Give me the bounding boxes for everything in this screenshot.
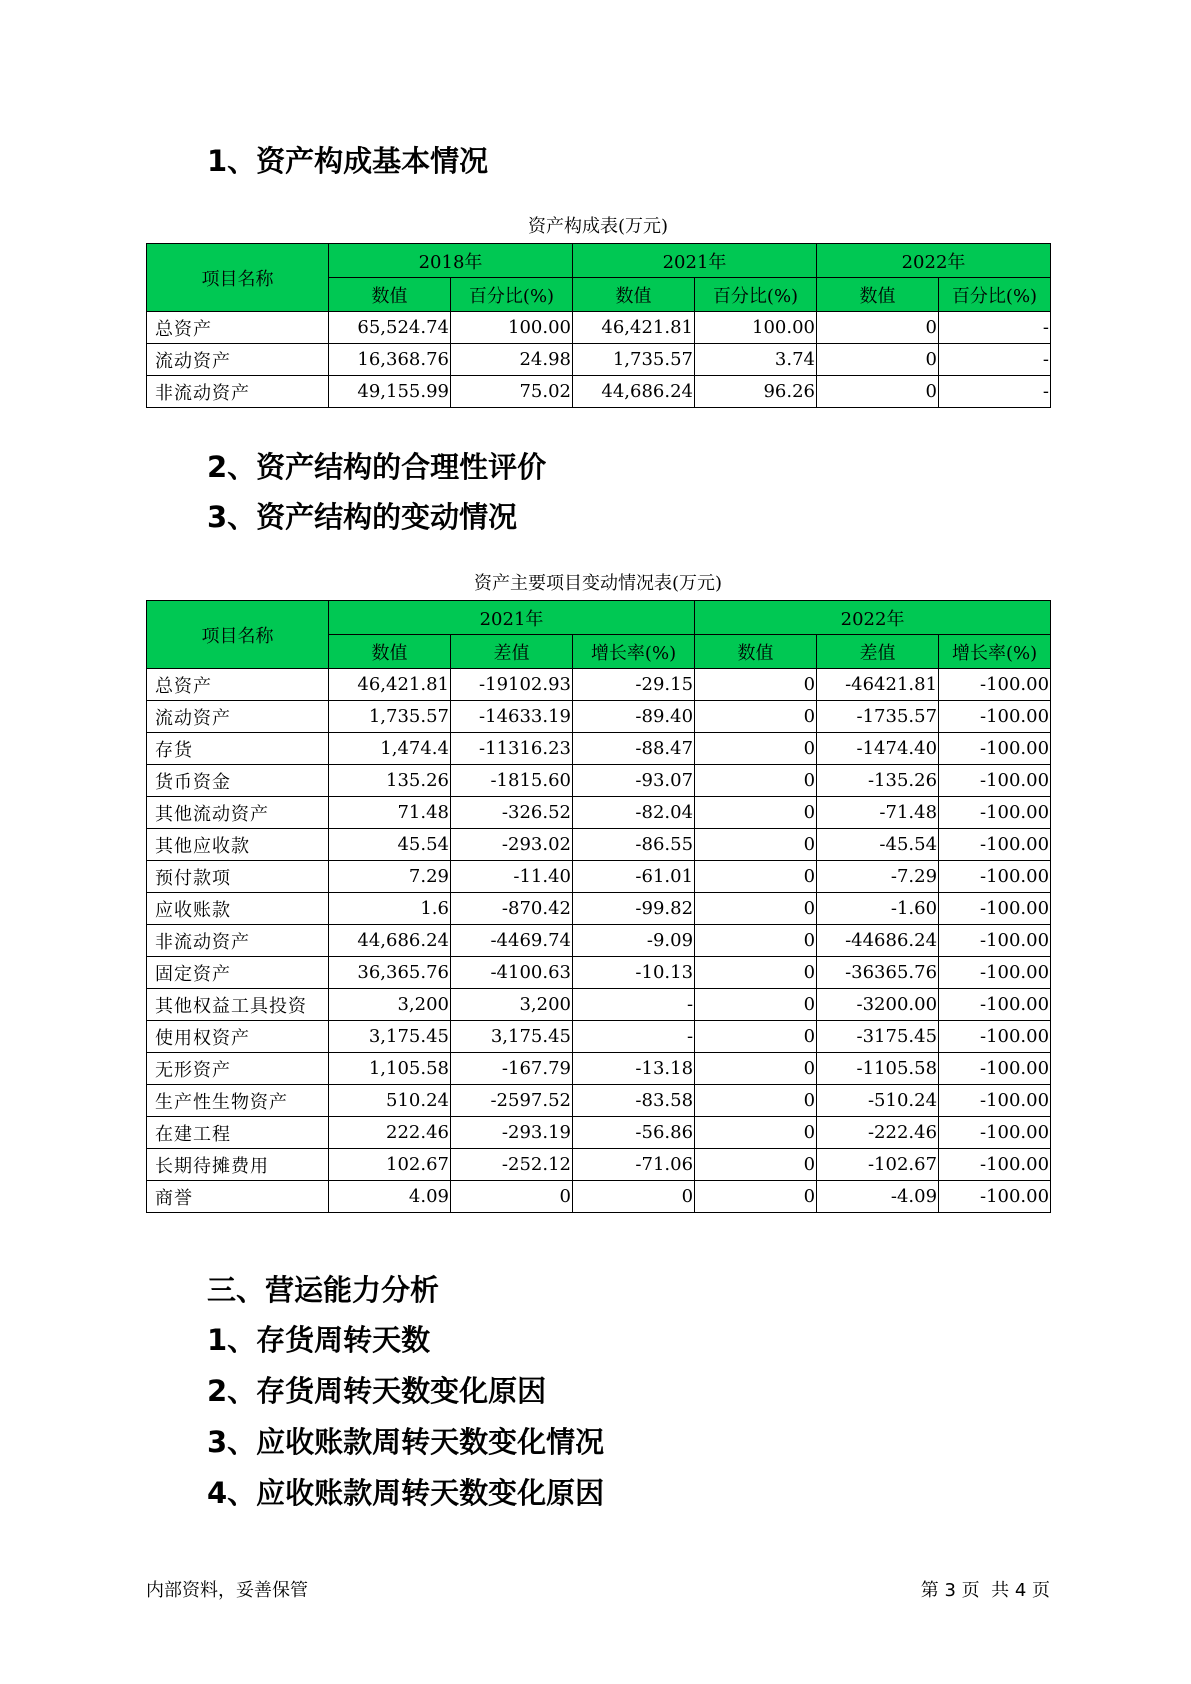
- row-label: 货币资金: [147, 765, 329, 797]
- table-cell: -100.00: [939, 669, 1051, 701]
- table-cell: -3175.45: [817, 1021, 939, 1053]
- footer-confidential-note: 内部资料，妥善保管: [146, 1580, 308, 1601]
- table-cell: 0: [695, 669, 817, 701]
- table-cell: 3,175.45: [451, 1021, 573, 1053]
- table-cell: -293.02: [451, 829, 573, 861]
- table-cell: 46,421.81: [329, 669, 451, 701]
- table1-caption: 资产构成表(万元): [527, 216, 669, 237]
- table-cell: 3,200: [329, 989, 451, 1021]
- heading-inventory-turnover-days: 1、存货周转天数: [207, 1323, 431, 1357]
- table-cell: 0: [695, 765, 817, 797]
- table-cell: -100.00: [939, 1021, 1051, 1053]
- row-label: 流动资产: [147, 701, 329, 733]
- table-cell: 0: [695, 1085, 817, 1117]
- table-cell: -100.00: [939, 1149, 1051, 1181]
- table-row: [147, 344, 1051, 376]
- table-cell: -56.86: [573, 1117, 695, 1149]
- column-header: 数值: [329, 635, 451, 669]
- heading-structure-evaluation: 2、资产结构的合理性评价: [207, 450, 547, 484]
- column-header: 百分比(%): [451, 278, 573, 312]
- table-cell: 135.26: [329, 765, 451, 797]
- table-row: [147, 669, 1051, 701]
- table-row: [147, 1053, 1051, 1085]
- table-row: [147, 765, 1051, 797]
- column-header: 百分比(%): [695, 278, 817, 312]
- table-cell: -100.00: [939, 925, 1051, 957]
- table-cell: 1.6: [329, 893, 451, 925]
- table-row: [147, 893, 1051, 925]
- table-cell: 222.46: [329, 1117, 451, 1149]
- table-cell: -4100.63: [451, 957, 573, 989]
- table-cell: -93.07: [573, 765, 695, 797]
- row-label: 总资产: [147, 669, 329, 701]
- row-label: 其他流动资产: [147, 797, 329, 829]
- table-cell: 0: [695, 797, 817, 829]
- row-label: 商誉: [147, 1181, 329, 1213]
- table-cell: 49,155.99: [329, 376, 451, 408]
- item-name-header: 项目名称: [147, 601, 329, 669]
- table-cell: -135.26: [817, 765, 939, 797]
- table-cell: -: [573, 1021, 695, 1053]
- column-header: 数值: [817, 278, 939, 312]
- table-cell: -167.79: [451, 1053, 573, 1085]
- asset-composition-table: [146, 243, 1051, 408]
- table-cell: 0: [817, 344, 939, 376]
- table-cell: 0: [817, 376, 939, 408]
- table-cell: 100.00: [451, 312, 573, 344]
- table-cell: 1,735.57: [573, 344, 695, 376]
- table-cell: -88.47: [573, 733, 695, 765]
- table-cell: -1735.57: [817, 701, 939, 733]
- column-header: 差值: [451, 635, 573, 669]
- table-cell: 75.02: [451, 376, 573, 408]
- table-cell: -82.04: [573, 797, 695, 829]
- row-label: 长期待摊费用: [147, 1149, 329, 1181]
- table-cell: -19102.93: [451, 669, 573, 701]
- table-row: [147, 957, 1051, 989]
- table-cell: 3.74: [695, 344, 817, 376]
- table-cell: -4469.74: [451, 925, 573, 957]
- row-label: 应收账款: [147, 893, 329, 925]
- row-label: 其他应收款: [147, 829, 329, 861]
- table-cell: 0: [573, 1181, 695, 1213]
- row-label: 总资产: [147, 312, 329, 344]
- table-cell: -71.48: [817, 797, 939, 829]
- table-row: [147, 1021, 1051, 1053]
- table-cell: 0: [695, 1021, 817, 1053]
- table-cell: -100.00: [939, 989, 1051, 1021]
- item-name-header: 项目名称: [147, 244, 329, 312]
- table-cell: -1815.60: [451, 765, 573, 797]
- table-cell: -: [939, 344, 1051, 376]
- table-row: [147, 701, 1051, 733]
- table-cell: -1.60: [817, 893, 939, 925]
- table-cell: -100.00: [939, 765, 1051, 797]
- table-cell: -71.06: [573, 1149, 695, 1181]
- table-cell: 0: [695, 829, 817, 861]
- year-header: 2018年: [329, 244, 573, 278]
- row-label: 存货: [147, 733, 329, 765]
- table-cell: -100.00: [939, 1117, 1051, 1149]
- column-header: 数值: [573, 278, 695, 312]
- table-cell: -: [939, 376, 1051, 408]
- row-label: 生产性生物资产: [147, 1085, 329, 1117]
- table-row: [147, 925, 1051, 957]
- table-cell: -44686.24: [817, 925, 939, 957]
- year-header: 2022年: [695, 601, 1051, 635]
- table2-caption: 资产主要项目变动情况表(万元): [473, 573, 723, 594]
- table-cell: -293.19: [451, 1117, 573, 1149]
- table-row: [147, 1085, 1051, 1117]
- table-cell: 0: [695, 1053, 817, 1085]
- column-header: 差值: [817, 635, 939, 669]
- table-cell: -1474.40: [817, 733, 939, 765]
- table-cell: -100.00: [939, 861, 1051, 893]
- table-cell: -29.15: [573, 669, 695, 701]
- table-row: [147, 797, 1051, 829]
- footer-page-number: 第 3 页 共 4 页: [920, 1580, 1050, 1601]
- table-cell: -100.00: [939, 733, 1051, 765]
- table-cell: -10.13: [573, 957, 695, 989]
- heading-structure-changes: 3、资产结构的变动情况: [207, 500, 518, 534]
- table-cell: -100.00: [939, 1053, 1051, 1085]
- column-header: 数值: [695, 635, 817, 669]
- table-cell: 102.67: [329, 1149, 451, 1181]
- heading-asset-composition: 1、资产构成基本情况: [207, 144, 489, 178]
- row-label: 使用权资产: [147, 1021, 329, 1053]
- table-cell: -100.00: [939, 1181, 1051, 1213]
- row-label: 非流动资产: [147, 925, 329, 957]
- year-header: 2021年: [329, 601, 695, 635]
- table-cell: 3,175.45: [329, 1021, 451, 1053]
- row-label: 固定资产: [147, 957, 329, 989]
- table-cell: -9.09: [573, 925, 695, 957]
- table-cell: -4.09: [817, 1181, 939, 1213]
- table-cell: -11316.23: [451, 733, 573, 765]
- table-cell: 0: [695, 989, 817, 1021]
- table-cell: -100.00: [939, 797, 1051, 829]
- table-cell: 7.29: [329, 861, 451, 893]
- table-row: [147, 312, 1051, 344]
- table-cell: 0: [695, 861, 817, 893]
- table-cell: 3,200: [451, 989, 573, 1021]
- table-cell: 510.24: [329, 1085, 451, 1117]
- table-cell: 71.48: [329, 797, 451, 829]
- table-cell: 0: [695, 925, 817, 957]
- table-cell: -2597.52: [451, 1085, 573, 1117]
- table-cell: -89.40: [573, 701, 695, 733]
- table-cell: -: [573, 989, 695, 1021]
- table-cell: -222.46: [817, 1117, 939, 1149]
- table-cell: -45.54: [817, 829, 939, 861]
- heading-receivable-turnover-changes: 3、应收账款周转天数变化情况: [207, 1425, 605, 1459]
- table-cell: -86.55: [573, 829, 695, 861]
- table-cell: 96.26: [695, 376, 817, 408]
- table-cell: 0: [695, 1117, 817, 1149]
- table-cell: -510.24: [817, 1085, 939, 1117]
- table-cell: -83.58: [573, 1085, 695, 1117]
- heading-receivable-turnover-reasons: 4、应收账款周转天数变化原因: [207, 1476, 605, 1510]
- table-row: [147, 1181, 1051, 1213]
- table-cell: 0: [451, 1181, 573, 1213]
- column-header: 数值: [329, 278, 451, 312]
- table-cell: -61.01: [573, 861, 695, 893]
- table-cell: -36365.76: [817, 957, 939, 989]
- heading-inventory-turnover-reasons: 2、存货周转天数变化原因: [207, 1374, 547, 1408]
- table-row: [147, 1149, 1051, 1181]
- table-cell: -100.00: [939, 893, 1051, 925]
- table-cell: -252.12: [451, 1149, 573, 1181]
- table-cell: -870.42: [451, 893, 573, 925]
- table-cell: -100.00: [939, 829, 1051, 861]
- row-label: 非流动资产: [147, 376, 329, 408]
- table-row: [147, 376, 1051, 408]
- table-cell: -100.00: [939, 1085, 1051, 1117]
- table-cell: -1105.58: [817, 1053, 939, 1085]
- table-cell: -3200.00: [817, 989, 939, 1021]
- table-cell: 46,421.81: [573, 312, 695, 344]
- table-cell: 16,368.76: [329, 344, 451, 376]
- row-label: 在建工程: [147, 1117, 329, 1149]
- table-cell: 44,686.24: [329, 925, 451, 957]
- table-cell: -: [939, 312, 1051, 344]
- heading-operating-capability: 三、营运能力分析: [207, 1273, 440, 1307]
- year-header: 2021年: [573, 244, 817, 278]
- table-cell: 65,524.74: [329, 312, 451, 344]
- table-cell: -13.18: [573, 1053, 695, 1085]
- row-label: 无形资产: [147, 1053, 329, 1085]
- table-row: [147, 829, 1051, 861]
- table-cell: -11.40: [451, 861, 573, 893]
- column-header: 增长率(%): [573, 635, 695, 669]
- table-cell: 0: [695, 733, 817, 765]
- table-cell: 44,686.24: [573, 376, 695, 408]
- table-cell: 0: [695, 957, 817, 989]
- table-row: [147, 733, 1051, 765]
- table-cell: 0: [695, 893, 817, 925]
- asset-change-table: [146, 600, 1051, 1213]
- column-header: 增长率(%): [939, 635, 1051, 669]
- table-row: [147, 1117, 1051, 1149]
- table-cell: -100.00: [939, 701, 1051, 733]
- table-cell: -99.82: [573, 893, 695, 925]
- row-label: 流动资产: [147, 344, 329, 376]
- table-cell: 0: [695, 1149, 817, 1181]
- table-row: [147, 861, 1051, 893]
- table-cell: -326.52: [451, 797, 573, 829]
- table-cell: 0: [695, 1181, 817, 1213]
- table-cell: 1,105.58: [329, 1053, 451, 1085]
- table-cell: -100.00: [939, 957, 1051, 989]
- table-cell: 0: [695, 701, 817, 733]
- year-header: 2022年: [817, 244, 1051, 278]
- table-cell: 0: [817, 312, 939, 344]
- table-cell: 45.54: [329, 829, 451, 861]
- table-cell: 100.00: [695, 312, 817, 344]
- table-cell: 24.98: [451, 344, 573, 376]
- table-cell: 1,474.4: [329, 733, 451, 765]
- table-row: [147, 989, 1051, 1021]
- row-label: 预付款项: [147, 861, 329, 893]
- table-cell: -14633.19: [451, 701, 573, 733]
- table-cell: 36,365.76: [329, 957, 451, 989]
- column-header: 百分比(%): [939, 278, 1051, 312]
- row-label: 其他权益工具投资: [147, 989, 329, 1021]
- table-cell: 1,735.57: [329, 701, 451, 733]
- table-cell: 4.09: [329, 1181, 451, 1213]
- table-cell: -46421.81: [817, 669, 939, 701]
- table-cell: -7.29: [817, 861, 939, 893]
- table-cell: -102.67: [817, 1149, 939, 1181]
